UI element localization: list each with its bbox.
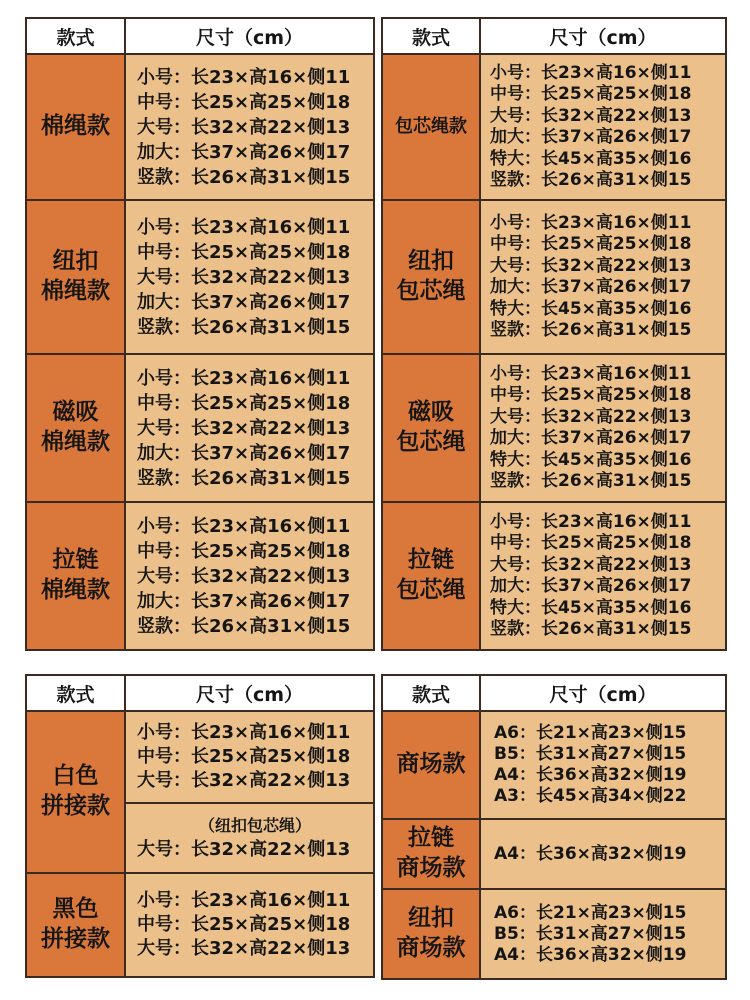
- style-cell: 纽扣 商场款: [382, 889, 480, 979]
- size-table-mall: [381, 674, 727, 980]
- header-style: 款式: [26, 18, 125, 54]
- style-cell: 拉链 商场款: [382, 819, 480, 889]
- style-cell: 纽扣 包芯绳: [382, 200, 480, 354]
- size-list: 小号：长23×高16×侧11 中号：长25×高25×侧18 大号：长32×高22×侧13 加大：长37×高26×侧17 特大：长45×高35×侧16 竖款：长26×高31×侧15: [480, 54, 726, 200]
- size-list: A6：长21×高23×侧15 B5：长31×高27×侧15 A4：长36×高32×侧19: [480, 889, 726, 979]
- style-cell: 拉链 包芯绳: [382, 502, 480, 650]
- size-list: 小号：长23×高16×侧11 中号：长25×高25×侧18 大号：长32×高22×侧13 加大：长37×高26×侧17 竖款：长26×高31×侧15: [125, 502, 374, 650]
- size-list: 小号：长23×高16×侧11 中号：长25×高25×侧18 大号：长32×高22×侧13 加大：长37×高26×侧17 竖款：长26×高31×侧15: [125, 54, 374, 200]
- header-style: 款式: [26, 675, 125, 711]
- header-size: 尺寸（cm）: [125, 18, 374, 54]
- size-list-extra: （纽扣包芯绳） 大号：长32×高22×侧13: [125, 803, 374, 873]
- style-cell: 棉绳款: [26, 54, 125, 200]
- style-cell: 白色 拼接款: [26, 711, 125, 873]
- variant-note: （纽扣包芯绳）: [198, 816, 311, 835]
- style-cell: 黑色 拼接款: [26, 873, 125, 977]
- header-size: 尺寸（cm）: [125, 675, 374, 711]
- style-cell: 磁吸 包芯绳: [382, 354, 480, 502]
- header-size: 尺寸（cm）: [480, 675, 726, 711]
- header-style: 款式: [382, 18, 480, 54]
- style-cell: 包芯绳款: [382, 54, 480, 200]
- size-table-cotton-rope: [25, 17, 375, 651]
- header-size: 尺寸（cm）: [480, 18, 726, 54]
- size-list: 小号：长23×高16×侧11 中号：长25×高25×侧18 大号：长32×高22×侧13: [125, 873, 374, 977]
- style-cell: 纽扣 棉绳款: [26, 200, 125, 354]
- size-list: 小号：长23×高16×侧11 中号：长25×高25×侧18 大号：长32×高22×侧13 加大：长37×高26×侧17 竖款：长26×高31×侧15: [125, 354, 374, 502]
- size-table-core-rope: [381, 17, 727, 651]
- size-list: 小号：长23×高16×侧11 中号：长25×高25×侧18 大号：长32×高22×侧13 加大：长37×高26×侧17 特大：长45×高35×侧16 竖款：长26×高31×侧15: [480, 502, 726, 650]
- header-style: 款式: [382, 675, 480, 711]
- size-table-patchwork: [25, 674, 375, 978]
- size-list: 小号：长23×高16×侧11 中号：长25×高25×侧18 大号：长32×高22×侧13 加大：长37×高26×侧17 特大：长45×高35×侧16 竖款：长26×高31×侧15: [480, 354, 726, 502]
- size-list: A6：长21×高23×侧15 B5：长31×高27×侧15 A4：长36×高32×侧19 A3：长45×高34×侧22: [480, 711, 726, 819]
- size-list: 小号：长23×高16×侧11 中号：长25×高25×侧18 大号：长32×高22×侧13 加大：长37×高26×侧17 特大：长45×高35×侧16 竖款：长26×高31×侧15: [480, 200, 726, 354]
- size-list: A4：长36×高32×侧19: [480, 819, 726, 889]
- style-cell: 拉链 棉绳款: [26, 502, 125, 650]
- style-cell: 磁吸 棉绳款: [26, 354, 125, 502]
- style-cell: 商场款: [382, 711, 480, 819]
- size-list: 小号：长23×高16×侧11 中号：长25×高25×侧18 大号：长32×高22×侧13 加大：长37×高26×侧17 竖款：长26×高31×侧15: [125, 200, 374, 354]
- size-list: 小号：长23×高16×侧11 中号：长25×高25×侧18 大号：长32×高22×侧13: [125, 711, 374, 803]
